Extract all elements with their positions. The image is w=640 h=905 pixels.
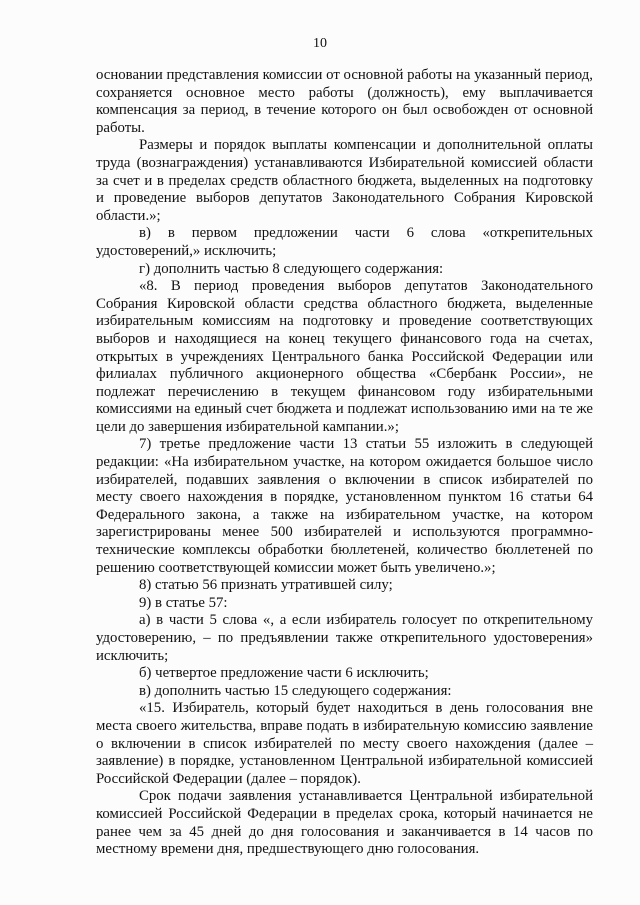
paragraph-part-15: «15. Избиратель, который будет находиться в день голосования вне места своего жительства, вправе подать в избирательную комиссию заявление о включении в список избирателей по месту своего нахождения (далее – заявление) в порядке, установленном Центральной избирательной комиссией Российской Федерации (далее – порядок). bbox=[96, 700, 593, 787]
paragraph-item-8: 8) статью 56 признать утратившей силу; bbox=[139, 577, 393, 594]
paragraph-item-b: б) четвертое предложение части 6 исключить; bbox=[139, 665, 429, 682]
paragraph-deadline: Срок подачи заявления устанавливается Центральной избирательной комиссией Российской Федерации в пределах срока, который начинается не ранее чем за 45 дней до дня голосования и заканчивается в 14 часов по местному времени дня, предшествующего дню голосования. bbox=[96, 788, 593, 858]
page-number: 10 bbox=[313, 36, 327, 51]
document-body bbox=[96, 67, 593, 859]
paragraph-item-7: 7) третье предложение части 13 статьи 55 изложить в следующей редакции: «На избирательном участке, на котором ожидается большое число избирателей, подавших заявления о включении в список избирателей по месту своего нахождения в порядке, установленном пунктом 16 статьи 64 Федерального закона, а также на избирательном участке, на котором зарегистрированы менее 500 избирателей и используются программно-технические комплексы обработки бюллетеней, количество бюллетеней по решению соответствующей комиссии может быть увеличено.»; bbox=[96, 436, 593, 576]
paragraph-item-g: г) дополнить частью 8 следующего содержания: bbox=[139, 260, 444, 277]
paragraph-part-8: «8. В период проведения выборов депутатов Законодательного Собрания Кировской области средства областного бюджета, выделенные избирательным комиссиям на подготовку и проведение соответствующих выборов и находящиеся на конец текущего финансового года на счетах, открытых в учреждениях Центрального банка Российской Федерации или филиалах публичного акционерного общества «Сбербанк России», не подлежат перечислению в текущем финансовом году избирательными комиссиями на единый счет бюджета и подлежат использованию ими на те же цели до завершения избирательной кампании.»; bbox=[96, 278, 593, 435]
paragraph-item-a: а) в части 5 слова «, а если избиратель голосует по открепительному удостоверению, – по предъявлении также открепительного удостоверения» исключить; bbox=[96, 612, 593, 664]
paragraph-item-9: 9) в статье 57: bbox=[139, 594, 228, 611]
paragraph-compensation-size: Размеры и порядок выплаты компенсации и дополнительной оплаты труда (вознаграждения) устанавливаются Избирательной комиссией области за счет и в пределах средств областного бюджета, выделенных на подготовку и проведение выборов депутатов Законодательного Собрания Кировской области.»; bbox=[96, 137, 593, 224]
paragraph-continuation: основании представления комиссии от основной работы на указанный период, сохраняется основное место работы (должность), ему выплачивается компенсация за период, в течение которого он был освобожден от основной работы. bbox=[96, 67, 593, 136]
paragraph-item-v2: в) дополнить частью 15 следующего содержания: bbox=[139, 682, 452, 699]
paragraph-item-v: в) в первом предложении части 6 слова «открепительных удостоверений,» исключить; bbox=[96, 225, 593, 259]
